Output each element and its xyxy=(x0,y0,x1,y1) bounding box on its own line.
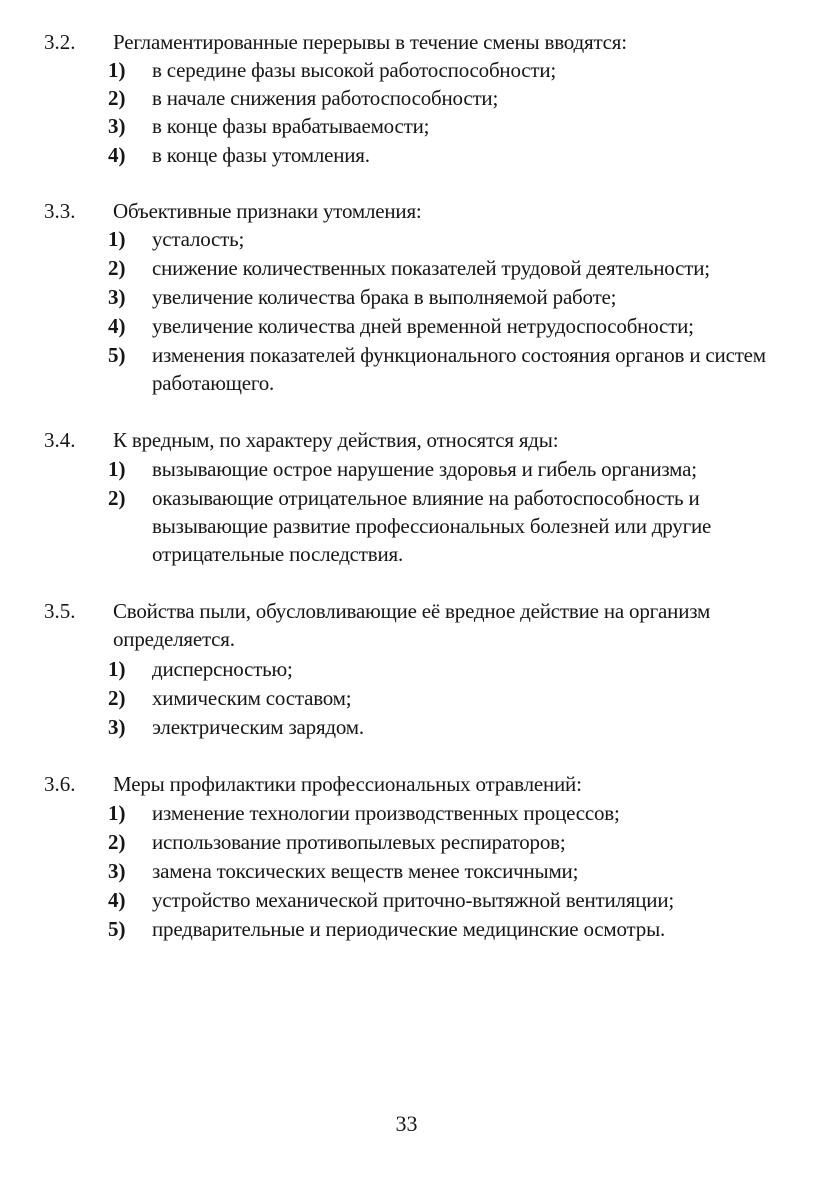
option-text: изменения показателей функционального состояния органов и систем работающего. xyxy=(152,343,766,395)
option-number: 4) xyxy=(108,888,126,912)
option-number: 3) xyxy=(108,859,126,883)
option-text: дисперсностью; xyxy=(152,657,293,681)
option-text: химическим составом; xyxy=(152,686,352,710)
option-text: усталость; xyxy=(152,227,245,251)
option-text: вызывающие острое нарушение здоровья и гибель организма; xyxy=(152,457,697,481)
question-text: Регламентированные перерывы в течение смены вводятся: xyxy=(113,30,627,54)
option-number: 2) xyxy=(108,686,126,710)
option-text: устройство механической приточно-вытяжной вентиляции; xyxy=(152,888,675,912)
question-number: 3.5. xyxy=(44,599,76,623)
question-text: Меры профилактики профессиональных отравлений: xyxy=(113,772,582,796)
option-text: оказывающие отрицательное влияние на работоспособность и вызывающие развитие профессиональных болезней или другие отрицательные последствия. xyxy=(152,486,712,566)
option-number: 2) xyxy=(108,86,126,110)
option-number: 4) xyxy=(108,314,126,338)
option-text: замена токсических веществ менее токсичными; xyxy=(152,859,579,883)
option-number: 2) xyxy=(108,830,126,854)
option-text: в конце фазы утомления. xyxy=(152,143,370,167)
option-text: электрическим зарядом. xyxy=(152,715,364,739)
option-number: 3) xyxy=(108,715,126,739)
question-number: 3.6. xyxy=(44,772,76,796)
option-text: увеличение количества дней временной нетрудоспособности; xyxy=(152,314,694,338)
option-number: 2) xyxy=(108,256,126,280)
option-text: изменение технологии производственных процессов; xyxy=(152,801,620,825)
option-text: предварительные и периодические медицинские осмотры. xyxy=(152,917,666,941)
option-text: снижение количественных показателей трудовой деятельности; xyxy=(152,256,710,280)
option-number: 3) xyxy=(108,114,126,138)
option-number: 1) xyxy=(108,801,126,825)
question-text: К вредным, по характеру действия, относятся яды: xyxy=(113,428,559,452)
option-number: 1) xyxy=(108,227,126,251)
question-number: 3.4. xyxy=(44,428,76,452)
option-number: 5) xyxy=(108,917,126,941)
question-text: Свойства пыли, обусловливающие её вредное действие на организм определяется. xyxy=(113,599,711,651)
question-number: 3.2. xyxy=(44,30,76,54)
option-text: в начале снижения работоспособности; xyxy=(152,86,499,110)
option-number: 1) xyxy=(108,457,126,481)
option-text: увеличение количества брака в выполняемой работе; xyxy=(152,285,617,309)
option-number: 5) xyxy=(108,343,126,367)
option-number: 3) xyxy=(108,285,126,309)
option-number: 4) xyxy=(108,143,126,167)
option-text: в конце фазы врабатываемости; xyxy=(152,114,430,138)
page-number: 33 xyxy=(395,1111,418,1136)
option-number: 2) xyxy=(108,486,126,510)
option-number: 1) xyxy=(108,58,126,82)
option-text: в середине фазы высокой работоспособности; xyxy=(152,58,557,82)
question-text: Объективные признаки утомления: xyxy=(113,199,422,223)
question-number: 3.3. xyxy=(44,199,76,223)
option-text: использование противопылевых респираторов; xyxy=(152,830,566,854)
option-number: 1) xyxy=(108,657,126,681)
